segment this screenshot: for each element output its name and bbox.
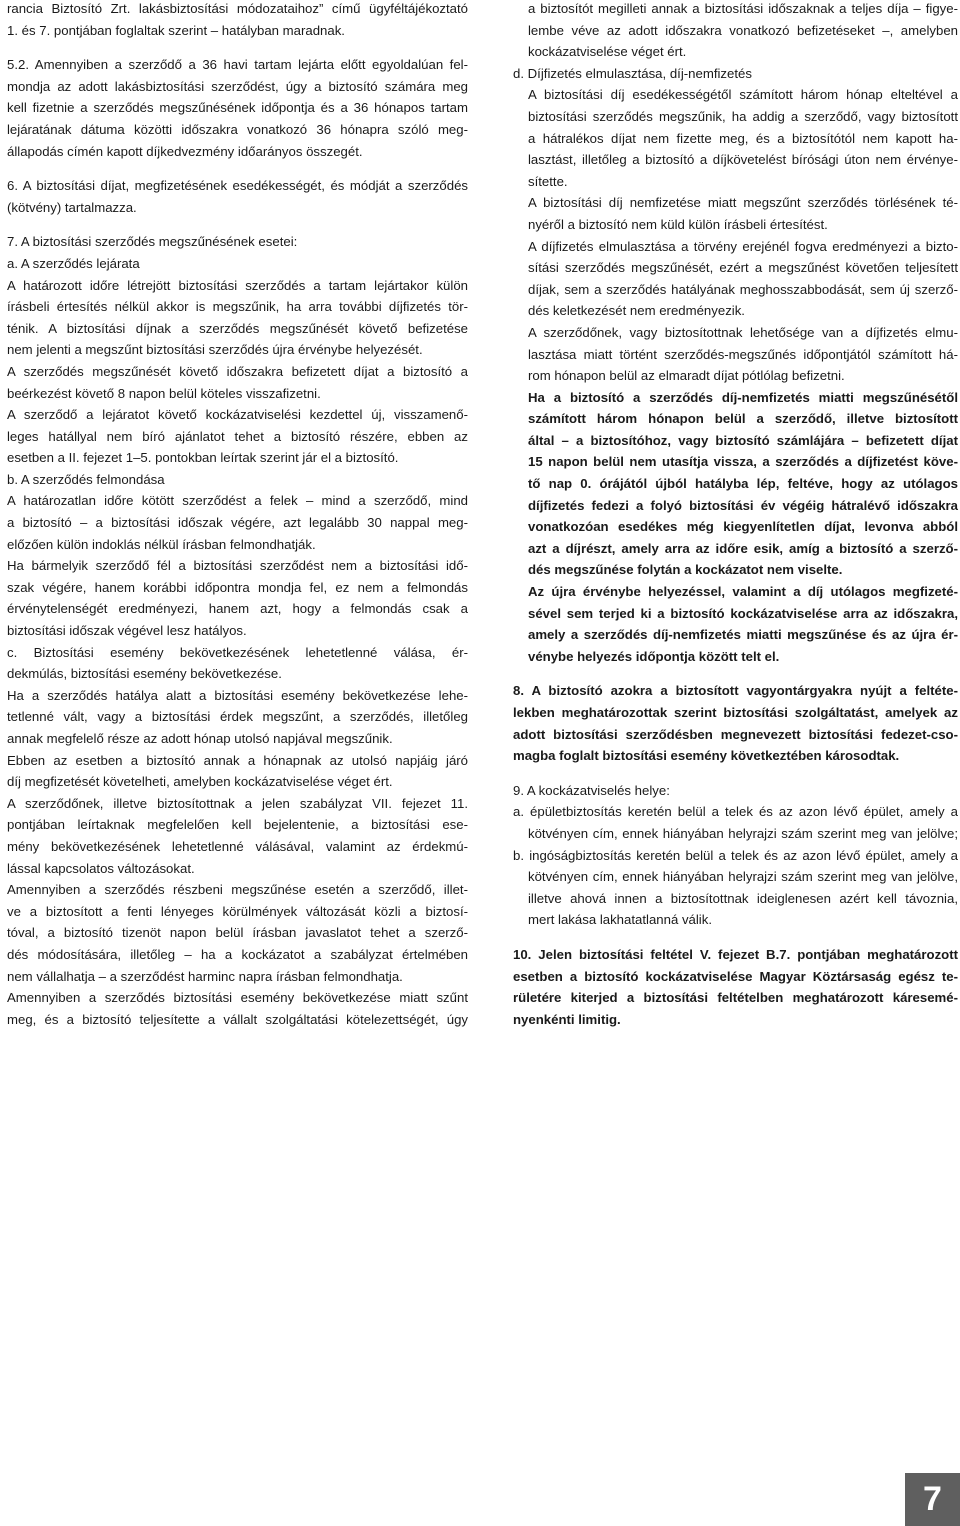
text-line: illetve ahová innen a biztosítottnak ideiglenesen azért kell távoznia, — [528, 890, 958, 906]
text-line: biztosítási időszak végével lesz hatályos. — [7, 623, 247, 639]
paragraph-gap — [513, 931, 958, 944]
text-line: 7. A biztosítási szerződés megszűnésének esetei: — [7, 234, 298, 250]
text-line: vénybe helyezés időpontja között telt el. — [528, 648, 780, 664]
text-line: azt a díjrészt, amely arra az időre esik, amíg a biztosító a szerző- — [528, 540, 958, 556]
text-line: a. A szerződés lejárata — [7, 255, 140, 271]
text-line: 8. A biztosító azokra a biztosított vagyontárgyakra nyújt a feltéte- — [513, 683, 958, 699]
text-line: lekben meghatározottak szerint biztosítási szolgáltatást, amelyek az — [513, 705, 958, 720]
text-line: lasztást, illetőleg a biztosító a díjkövetelést bírósági úton nem érvénye- — [528, 152, 958, 168]
text-line: dés keletkezését nem eredményezik. — [528, 303, 745, 319]
text-line: lembe véve az adott időszakra vonatkozó befizetéseket –, amelyben — [528, 22, 958, 38]
text-line: adott biztosítási szerződésben megnevezett biztosítási fedezet-cso- — [513, 726, 958, 742]
text-line: A szerződőnek, vagy biztosítottnak lehetősége van a díjfizetés elmu- — [528, 324, 958, 340]
right-column — [513, 0, 958, 1030]
text-line: Amennyiben a szerződés biztosítási esemény bekövetkezése miatt szűnt — [7, 990, 468, 1006]
paragraph-gap — [7, 162, 468, 175]
text-line: annak megfelelő része az adott hónap utolsó napjával megszűnik. — [7, 731, 393, 746]
text-line: kötvényen cím, ennek hiányában helyrajzi szám szerint meg van jelölve; — [528, 825, 958, 841]
text-line: előzően külön indoklás nélkül írásban felmondhatják. — [7, 536, 316, 552]
paragraph-gap — [7, 41, 468, 54]
text-line: pontjában leírtaknak megfelelően kell bejelentenie, a biztosítási ese- — [7, 817, 468, 833]
text-line: sével sem terjed ki a biztosító kockázatviselése arra az időszakra, — [528, 605, 958, 621]
text-line: kockázatviselése véget ért. — [528, 44, 687, 60]
text-line: (kötvény) tartalmazza. — [7, 199, 137, 215]
text-line: vonatkozóan esedékes még kiegyenlítetlen díjat, levonva abból — [528, 519, 958, 535]
text-line: meg, és a biztosító teljesítette a vállalt szolgáltatási kötelezettségét, úgy — [7, 1011, 468, 1027]
text-line: esetben a II. fejezet 1–5. pontokban leírtak szerint jár el a biztosító. — [7, 450, 399, 466]
text-line: a biztosító – a biztosítási időszak végére, azt legalább 30 nappal meg- — [7, 515, 468, 531]
text-line: A szerződő a lejáratot követő kockázatviselési kezdettel új, visszamenő- — [7, 407, 468, 423]
paragraph-gap — [513, 767, 958, 780]
text-line: A határozott időre létrejött biztosítási szerződés a tartam lejártakor külön — [7, 277, 468, 293]
text-line: Ha bármelyik szerződő fél a biztosítási szerződést nem a biztosítási idő- — [7, 558, 468, 574]
text-line: lejáratának dátuma közötti időszakra vonatkozó 36 hónapra szóló meg- — [7, 121, 468, 137]
text-line: A szerződés megszűnését követő időszakra befizetett díjat a biztosító a — [7, 363, 468, 379]
text-line: tóval, a biztosító tizenöt napon belül írásban javaslatot tehet a szerző- — [7, 925, 468, 941]
text-line: dés módosítására, illetőleg – ha a kockázatot a szabályzat értelmében — [7, 946, 468, 962]
text-line: beérkezést követő 8 napon belül köteles visszafizetni. — [7, 385, 321, 401]
text-line: b. A szerződés felmondása — [7, 471, 165, 487]
text-line: 9. A kockázatviselés helye: — [513, 782, 670, 798]
text-line: érvénytelenségét eredményezi, hanem azt, hogy a felmondás csak a — [7, 601, 468, 617]
text-line: lással kapcsolatos változásokat. — [7, 860, 195, 876]
text-line: kell fizetnie a szerződés megszűnésének időpontja és a 36 hónapos tartam — [7, 100, 468, 116]
text-line: A biztosítási díj nemfizetése miatt megszűnt szerződés törlésének té- — [528, 195, 958, 211]
text-line: a biztosítót megilleti annak a biztosítási időszaknak a teljes díja – figye- — [528, 1, 958, 16]
text-line: nyenkénti limitig. — [513, 1011, 621, 1027]
text-line: a. épületbiztosítás keretén belül a telek és az azon lévő épület, amely a — [513, 804, 958, 820]
text-line: c. Biztosítási esemény bekövetkezésének lehetetlenné válása, ér- — [7, 644, 468, 660]
text-line: amely a szerződés díj-nemfizetés miatti megszűnése és az újra ér- — [528, 627, 958, 643]
text-line: díjak, sem a szerződés hatályának meghosszabbodását, sem új szerző- — [528, 281, 958, 297]
text-line: mert lakása lakhatatlanná válik. — [528, 912, 712, 928]
text-line: b. ingóságbiztosítás keretén belül a telek és az azon lévő épület, amely a — [513, 847, 958, 863]
text-line: tő nap 0. órájától újból hatályba lép, feltéve, hogy az utólagos — [528, 476, 958, 492]
text-line: ve a biztosított a fenti lényeges körülmények változását közli a biztosí- — [7, 903, 468, 919]
text-line: 5.2. Amennyiben a szerződő a 36 havi tartam lejárta előtt egyoldalúan fel- — [7, 57, 468, 73]
text-line: 15 napon belül nem utasítja vissza, a szerződés a díjfizetést köve- — [528, 454, 958, 470]
text-line: díj megfizetését követelheti, amelyben kockázatviselése véget ért. — [7, 774, 393, 790]
text-line: nem jelenti a megszűnt biztosítási szerződés újra érvénybe helyezését. — [7, 342, 423, 358]
text-line: A biztosítási díj esedékességétől számított három hónap elteltével a — [528, 87, 958, 103]
text-line: A határozatlan időre kötött szerződést a felek – mind a szerződő, mind — [7, 493, 468, 509]
text-line: dés megszűnése folytán a kockázatot nem viselte. — [528, 562, 843, 578]
text-line: tetlenné vált, vagy a biztosítási érdek megszűnt, a szerződés, illetőleg — [7, 709, 468, 725]
text-line: Ebben az esetben a biztosító annak a hónapnak az utolsó napjáig járó — [7, 752, 468, 768]
text-line: A szerződőnek, illetve biztosítottnak a jelen szabályzat VII. fejezet 11. — [7, 795, 468, 811]
text-line: 6. A biztosítási díjat, megfizetésének esedékességét, és módját a szerződés — [7, 178, 468, 194]
text-line: biztosítási szerződés megszűnik, ha addig a szerződő, vagy biztosított — [528, 108, 958, 124]
text-line: mény bekövetkezésének lehetetlenné válásával, valamint az érdekmú- — [7, 838, 468, 854]
text-line: d. Díjfizetés elmulasztása, díj-nemfizetés — [513, 65, 752, 81]
text-line: A díjfizetés elmulasztása a törvény erejénél fogva eredményezi a bizto- — [528, 238, 958, 254]
text-line: által – a biztosítóhoz, vagy biztosító számlájára – befizetett díjat — [528, 432, 958, 448]
text-line: kötvényen cím, ennek hiányában helyrajzi szám szerint meg van jelölve, — [528, 869, 958, 885]
text-line: mondja az adott lakásbiztosítási szerződést, úgy a biztosító számára meg — [7, 78, 468, 94]
text-line: díjfizetés fedezi a folyó biztosítási év végéig hátralévő időszakra — [528, 497, 958, 513]
text-line: rancia Biztosító Zrt. lakásbiztosítási módozataihoz” című ügyféltájékoztató — [7, 1, 468, 16]
text-line: magba foglalt biztosítási esemény következtében károsodtak. — [513, 748, 900, 764]
text-line: állapodás címén kapott díjkedvezmény időarányos összegét. — [7, 143, 363, 159]
text-line: a hátralékos díjat nem fizette meg, és a biztosítótól nem kapott ha- — [528, 130, 958, 146]
text-line: sítette. — [528, 173, 568, 189]
text-line: rom hónapon belül az elmaradt díjat pótlólag befizetni. — [528, 368, 845, 384]
text-line: nem vállalhatja – a szerződést harminc napra írásban felmondhatja. — [7, 968, 403, 984]
text-line: esetben a biztosító kockázatviselése Magyar Köztársaság egész te- — [513, 968, 958, 984]
text-line: nyéről a biztosító nem küld külön írásbeli értesítést. — [528, 216, 828, 232]
text-line: 1. és 7. pontjában foglaltak szerint – hatályban maradnak. — [7, 22, 345, 38]
text-line: sítási szerződés megszűnését, ezért a megszűnést követően teljesített — [528, 260, 958, 276]
page-number: 7 — [905, 1473, 960, 1526]
text-line: Ha a szerződés hatálya alatt a biztosítási esemény bekövetkezése lehe- — [7, 687, 468, 703]
text-line: Ha a biztosító a szerződés díj-nemfizetés miatti megszűnésétől — [528, 389, 958, 405]
text-line: dekmúlás, biztosítási esemény bekövetkezése. — [7, 666, 282, 682]
text-line: számított három hónapon belül a szerződő, illetve biztosított — [528, 411, 958, 427]
left-column — [7, 0, 468, 1030]
text-line: rületére kiterjed a biztosítási feltételben meghatározott káresemé- — [513, 990, 958, 1006]
paragraph-gap — [7, 218, 468, 231]
text-line: szak végére, hanem korábbi időpontra mondja fel, ez nem a felmondás — [7, 579, 468, 595]
text-line: leges hatállyal nem bíró ajánlatot tehet a biztosító részére, ebben az — [7, 428, 468, 444]
text-line: ténik. A biztosítási díjnak a szerződés megszűnését követő befizetése — [7, 320, 468, 336]
text-line: 10. Jelen biztosítási feltétel V. fejezet B.7. pontjában meghatározott — [513, 946, 958, 962]
text-line: Amennyiben a szerződés részbeni megszűnése esetén a szerződő, illet- — [7, 882, 468, 898]
paragraph-gap — [513, 667, 958, 680]
text-line: írásbeli értesítés nélkül akkor is megszűnik, ha arra további díjfizetés tör- — [7, 299, 468, 315]
text-line: lasztása miatt történt szerződés-megszűnés időpontjától számított há- — [528, 346, 958, 362]
text-line: Az újra érvénybe helyezéssel, valamint a díj utólagos megfizeté- — [528, 584, 958, 600]
